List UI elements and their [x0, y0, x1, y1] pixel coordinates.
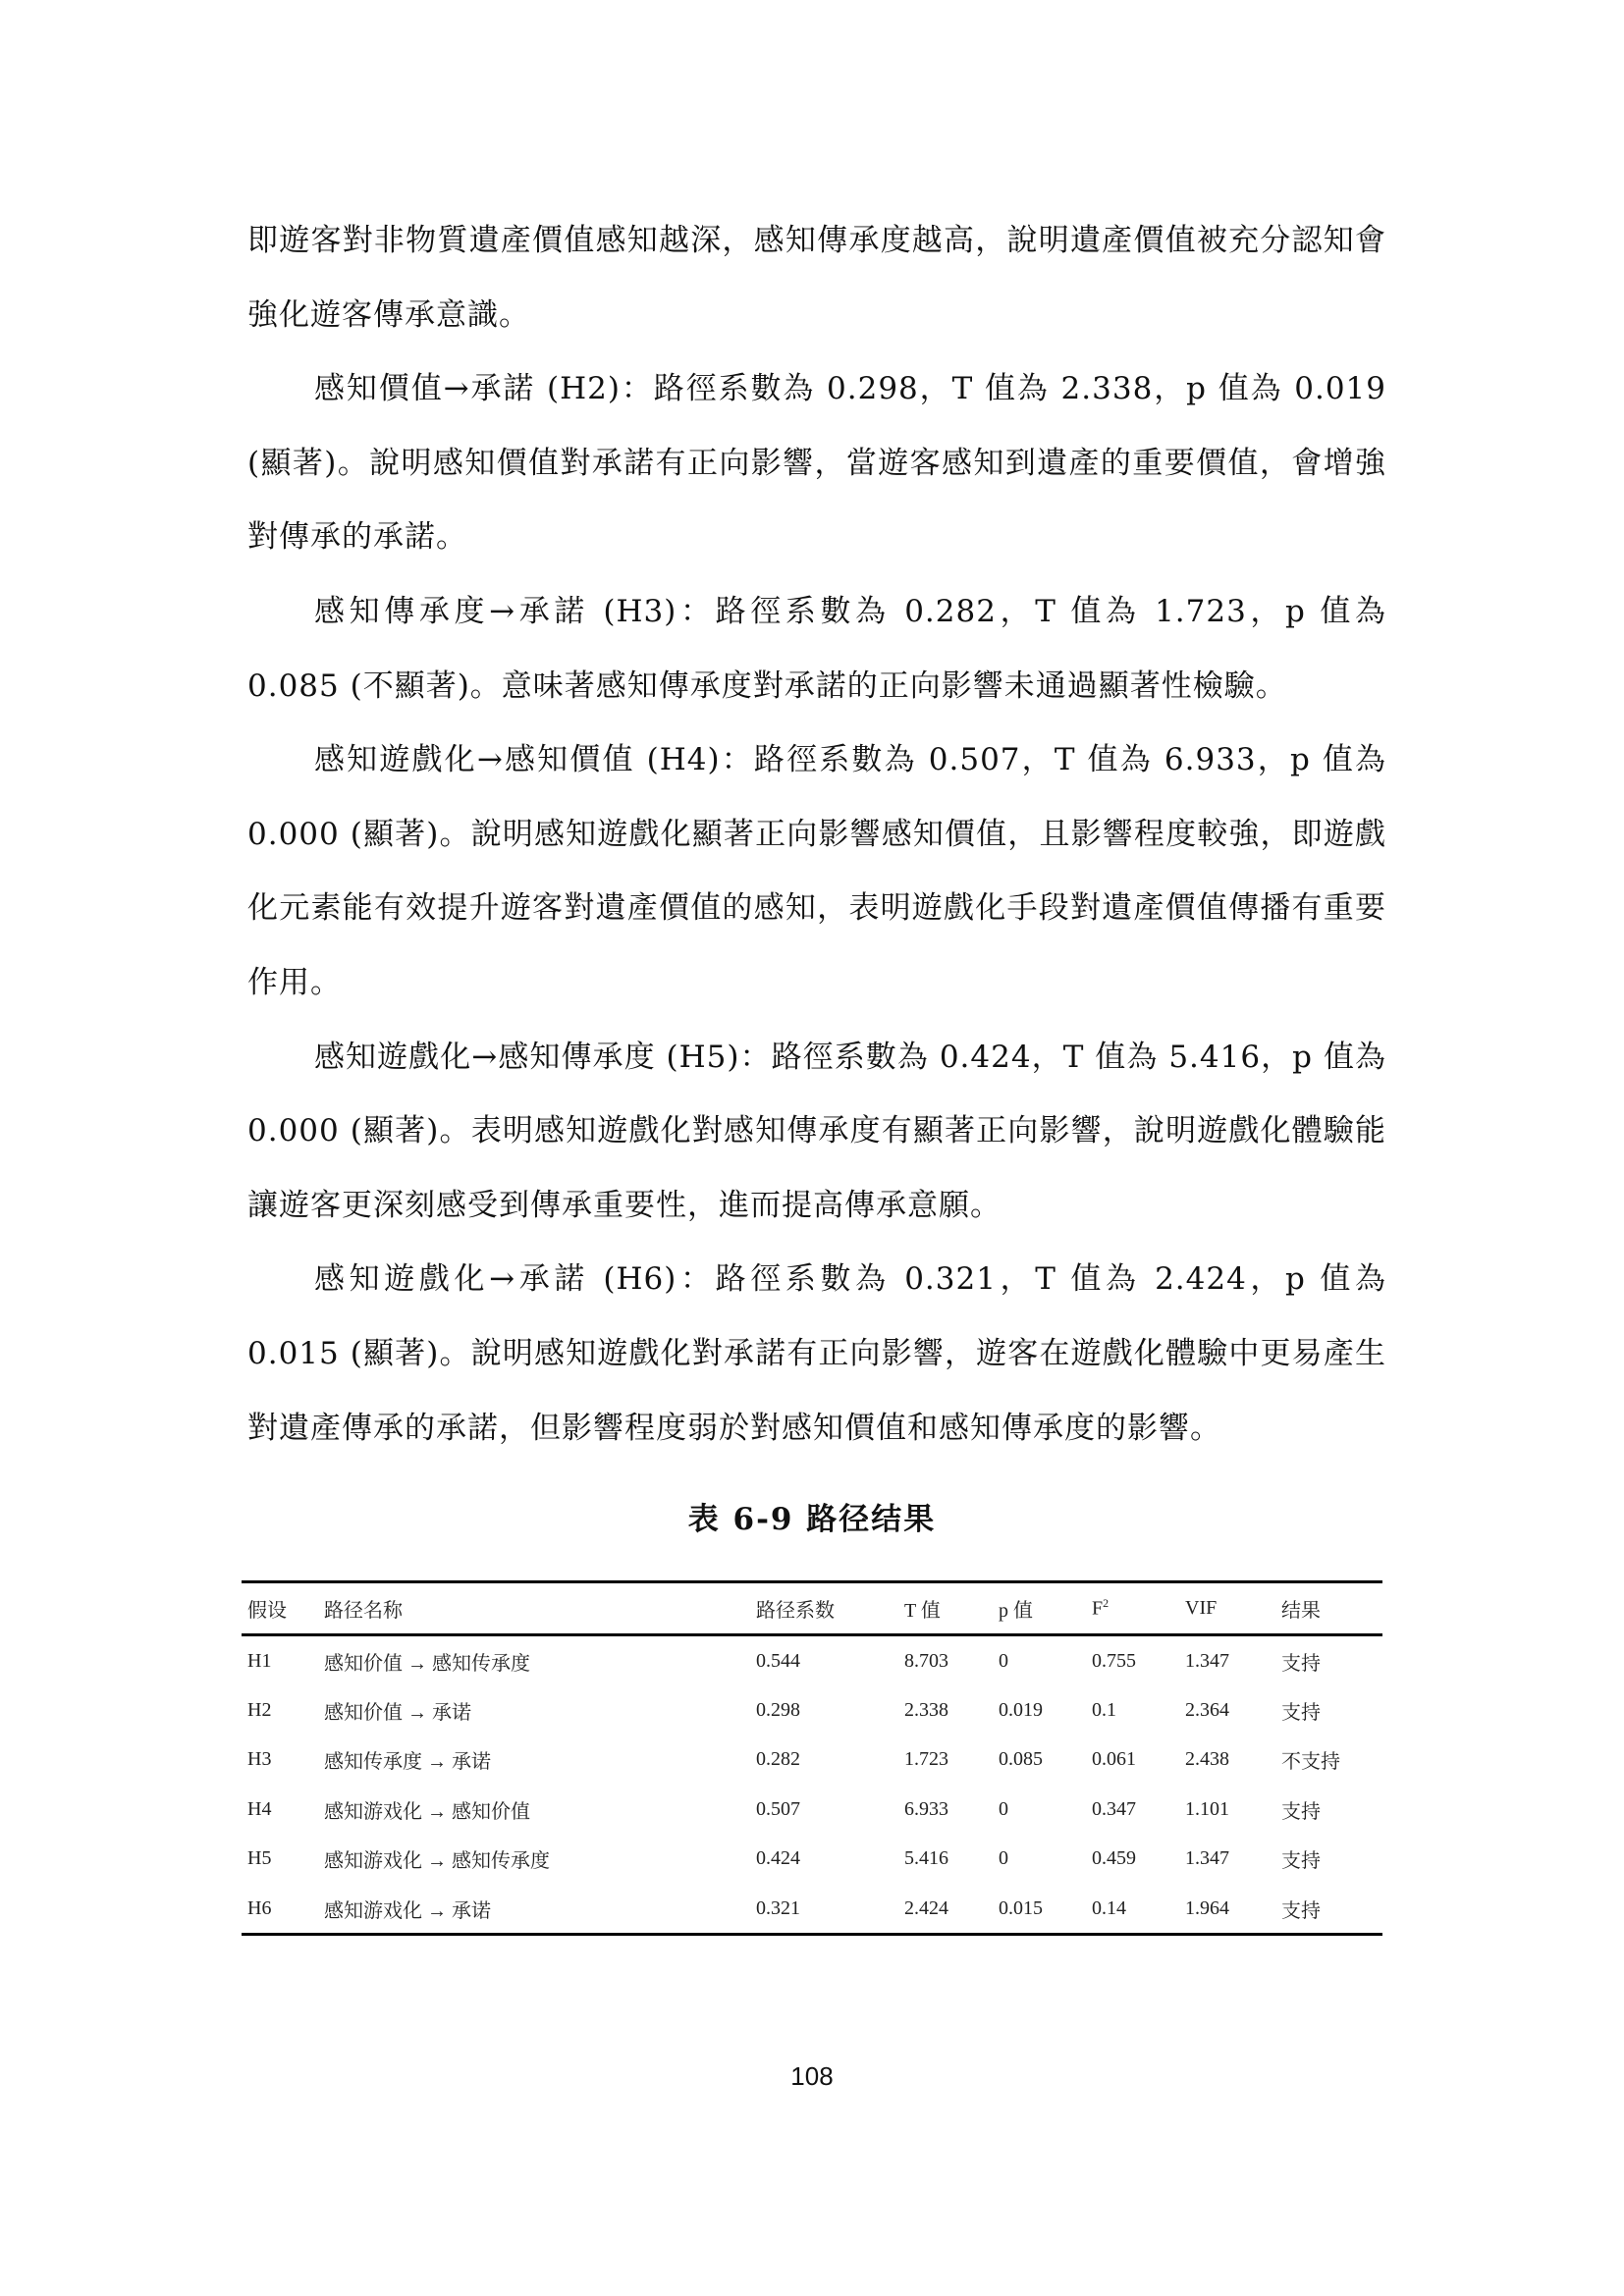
table-header-row: [242, 1582, 1382, 1635]
table-caption: 表 6-9 路径结果: [687, 1502, 937, 1537]
cell-p-value: 0.015: [999, 1896, 1043, 1919]
paragraph-h4: 感知遊戲化→感知價值 (H4)：路徑系數為 0.507，T 值為 6.933，p 值為 0.000 (顯著)。說明感知遊戲化顯著正向影響感知價值，且影響程度較強，即遊戲化元素能有效提升遊客對遺產價值的感知，表明遊戲化手段對遺產價值傳播有重要作用。: [247, 742, 1386, 1000]
cell-f-squared: 0.459: [1092, 1847, 1136, 1870]
paragraph-h6: 感知遊戲化→承諾 (H6)：路徑系數為 0.321，T 值為 2.424，p 值為 0.015 (顯著)。說明感知遊戲化對承諾有正向影響，遊客在遊戲化體驗中更易產生對遺產傳承的承諾，但影響程度弱於對感知價值和感知傳承度的影響。: [247, 1261, 1386, 1446]
paragraph-h1-conclusion: 即遊客對非物質遺產價值感知越深，感知傳承度越高，說明遺產價值被充分認知會強化遊客傳承意識。: [247, 223, 1386, 333]
cell-result: 支持: [1281, 1702, 1321, 1725]
cell-result: 不支持: [1281, 1751, 1340, 1774]
page-number: 108: [790, 2061, 834, 2091]
cell-path-coefficient: 0.321: [756, 1896, 800, 1919]
cell-result: 支持: [1281, 1652, 1321, 1675]
cell-f-squared: 0.14: [1092, 1896, 1126, 1919]
cell-vif: 2.364: [1185, 1699, 1229, 1722]
cell-p-value: 0: [999, 1797, 1008, 1820]
cell-path-coefficient: 0.282: [756, 1748, 800, 1771]
cell-vif: 2.438: [1185, 1748, 1229, 1771]
table-row: [242, 1635, 1382, 1686]
cell-t-value: 2.338: [904, 1699, 948, 1722]
cell-f-squared: 0.1: [1092, 1699, 1116, 1722]
cell-t-value: 1.723: [904, 1748, 948, 1771]
table-row: [242, 1785, 1382, 1834]
cell-f-squared: 0.755: [1092, 1649, 1136, 1672]
cell-p-value: 0: [999, 1649, 1008, 1672]
cell-path-coefficient: 0.544: [756, 1649, 800, 1672]
header-f-squared-base: F: [1092, 1597, 1104, 1620]
cell-t-value: 8.703: [904, 1649, 948, 1672]
cell-path-name: 感知价值 → 感知传承度: [324, 1652, 530, 1675]
cell-result: 支持: [1281, 1850, 1321, 1873]
cell-t-value: 5.416: [904, 1847, 948, 1870]
header-path-coefficient: 路径系数: [756, 1600, 835, 1622]
cell-result: 支持: [1281, 1899, 1321, 1922]
header-path-name: 路径名称: [324, 1600, 403, 1622]
cell-vif: 1.347: [1185, 1649, 1229, 1672]
header-t-value: T 值: [904, 1600, 941, 1622]
paragraph-h2: 感知價值→承諾 (H2)：路徑系數為 0.298，T 值為 2.338，p 值為 0.019 (顯著)。說明感知價值對承諾有正向影響，當遊客感知到遺產的重要價值，會增強對傳承的承諾。: [247, 371, 1386, 556]
path-results-table-container: [242, 1580, 1382, 1936]
path-results-table: [242, 1580, 1382, 1936]
cell-p-value: 0: [999, 1847, 1008, 1870]
table-row: [242, 1835, 1382, 1884]
body-text: [247, 204, 1386, 1466]
table-row: [242, 1685, 1382, 1735]
cell-t-value: 2.424: [904, 1896, 948, 1919]
paragraph-h5: 感知遊戲化→感知傳承度 (H5)：路徑系數為 0.424，T 值為 5.416，p 值為 0.000 (顯著)。表明感知遊戲化對感知傳承度有顯著正向影響，說明遊戲化體驗能讓遊客更深刻感受到傳承重要性，進而提高傳承意願。: [247, 1039, 1386, 1223]
cell-p-value: 0.085: [999, 1748, 1043, 1771]
cell-f-squared: 0.347: [1092, 1797, 1136, 1820]
header-result: 结果: [1281, 1600, 1321, 1622]
cell-path-name: 感知游戏化 → 承诺: [324, 1899, 491, 1922]
paragraph-h3: 感知傳承度→承諾 (H3)：路徑系數為 0.282，T 值為 1.723，p 值為 0.085 (不顯著)。意味著感知傳承度對承諾的正向影響未通過顯著性檢驗。: [247, 593, 1386, 704]
cell-path-coefficient: 0.298: [756, 1699, 800, 1722]
header-vif: VIF: [1185, 1597, 1218, 1619]
table-row: [242, 1735, 1382, 1785]
header-hypothesis: 假设: [247, 1600, 287, 1622]
cell-hypothesis: H3: [247, 1748, 272, 1771]
cell-vif: 1.964: [1185, 1896, 1229, 1919]
cell-hypothesis: H2: [247, 1699, 272, 1722]
cell-t-value: 6.933: [904, 1797, 948, 1820]
cell-p-value: 0.019: [999, 1699, 1043, 1722]
cell-result: 支持: [1281, 1800, 1321, 1823]
cell-path-name: 感知传承度 → 承诺: [324, 1751, 491, 1774]
cell-hypothesis: H5: [247, 1847, 272, 1870]
cell-path-name: 感知游戏化 → 感知传承度: [324, 1850, 550, 1873]
cell-path-name: 感知价值 → 承诺: [324, 1702, 471, 1725]
cell-vif: 1.101: [1185, 1797, 1229, 1820]
cell-path-name: 感知游戏化 → 感知价值: [324, 1800, 530, 1823]
header-p-value: p 值: [999, 1600, 1033, 1622]
header-f-squared-exponent: 2: [1103, 1596, 1110, 1611]
cell-path-coefficient: 0.424: [756, 1847, 800, 1870]
cell-hypothesis: H4: [247, 1797, 272, 1820]
cell-path-coefficient: 0.507: [756, 1797, 800, 1820]
cell-f-squared: 0.061: [1092, 1748, 1136, 1771]
cell-vif: 1.347: [1185, 1847, 1229, 1870]
cell-hypothesis: H6: [247, 1896, 272, 1919]
header-f-squared: [1092, 1582, 1185, 1635]
cell-hypothesis: H1: [247, 1649, 272, 1672]
table-row: [242, 1884, 1382, 1935]
